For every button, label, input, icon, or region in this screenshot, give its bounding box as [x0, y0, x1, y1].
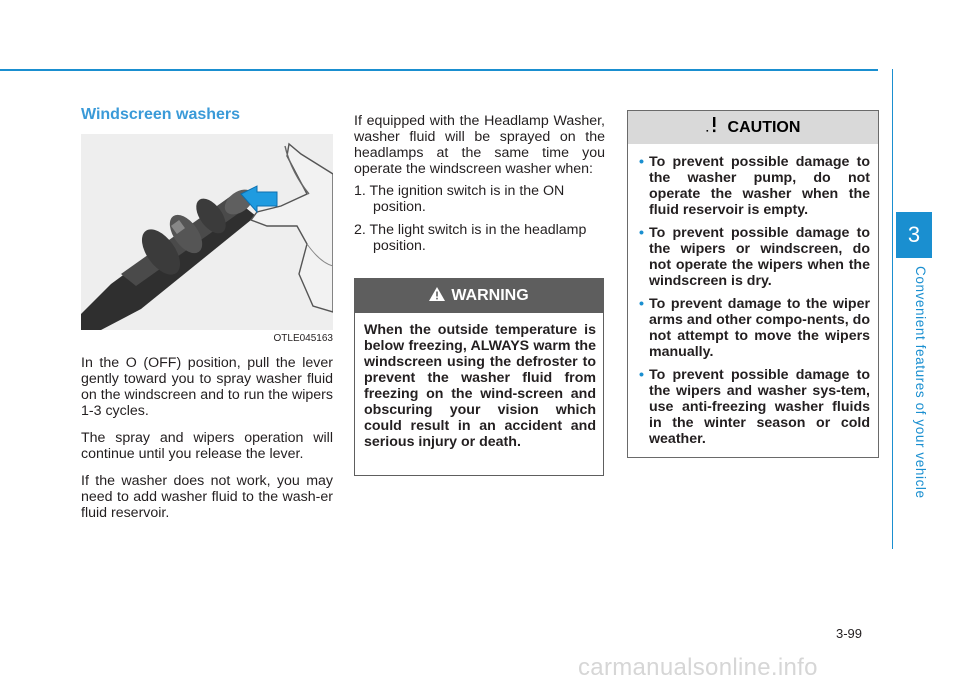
- caution-item: • To prevent possible damage to the wipers or windscreen, do not operate the wipers when the windscreen is dry.: [639, 225, 870, 289]
- paragraph-1: In the O (OFF) position, pull the lever gently toward you to spray washer fluid on the windscreen and to run the wipers 1-3 cycles.: [81, 355, 333, 419]
- wiper-lever-photo: [81, 134, 333, 330]
- middle-column: [354, 113, 605, 261]
- list-item: 1. The ignition switch is in the ON position.: [354, 183, 565, 215]
- header-rule: [0, 69, 878, 71]
- warning-header: [355, 279, 603, 313]
- caution-header: [628, 111, 878, 144]
- warning-text: When the outside temperature is below freezing, ALWAYS warm the windscreen using the defroster to prevent the washer fluid from freezing on the wind-screen and obscuring your vision which could result in an accident and serious injury or death.: [364, 322, 596, 450]
- condition-list: [354, 183, 605, 254]
- caution-exclamation-icon: [706, 116, 718, 139]
- page-number: 3-99: [836, 626, 863, 641]
- warning-triangle-icon: [429, 287, 445, 306]
- caution-item: • To prevent damage to the wiper arms and other compo-nents, do not attempt to move the wipers manually.: [639, 296, 870, 360]
- warning-title: WARNING: [451, 287, 529, 304]
- caution-item: • To prevent possible damage to the washer pump, do not operate the washer when the fluid reservoir is empty.: [639, 154, 870, 218]
- paragraph-3: If the washer does not work, you may need to add washer fluid to the wash-er fluid reservoir.: [81, 473, 333, 521]
- paragraph-2: The spray and wipers operation will continue until you release the lever.: [81, 430, 333, 462]
- caution-item: • To prevent possible damage to the wipers and washer sys-tem, use anti-freezing washer fluids in the winter season or cold weather.: [639, 367, 870, 447]
- warning-box: [354, 278, 604, 476]
- chapter-tab: 3: [896, 212, 932, 258]
- caution-list: [628, 154, 878, 447]
- headlamp-washer-intro: If equipped with the Headlamp Washer, washer fluid will be sprayed on the headlamps at the same time you operate the windscreen washer when:: [354, 113, 605, 177]
- side-rule: [892, 69, 893, 549]
- caution-box: [627, 110, 879, 458]
- watermark: carmanualsonline.info: [578, 654, 818, 681]
- left-column: [81, 106, 333, 521]
- list-item: 2. The light switch is in the headlamp position.: [354, 222, 587, 254]
- image-code: OTLE045163: [273, 333, 333, 344]
- section-heading: Windscreen washers: [81, 106, 241, 123]
- caution-title: CAUTION: [727, 118, 801, 136]
- chapter-title: Convenient features of your vehicle: [913, 266, 928, 499]
